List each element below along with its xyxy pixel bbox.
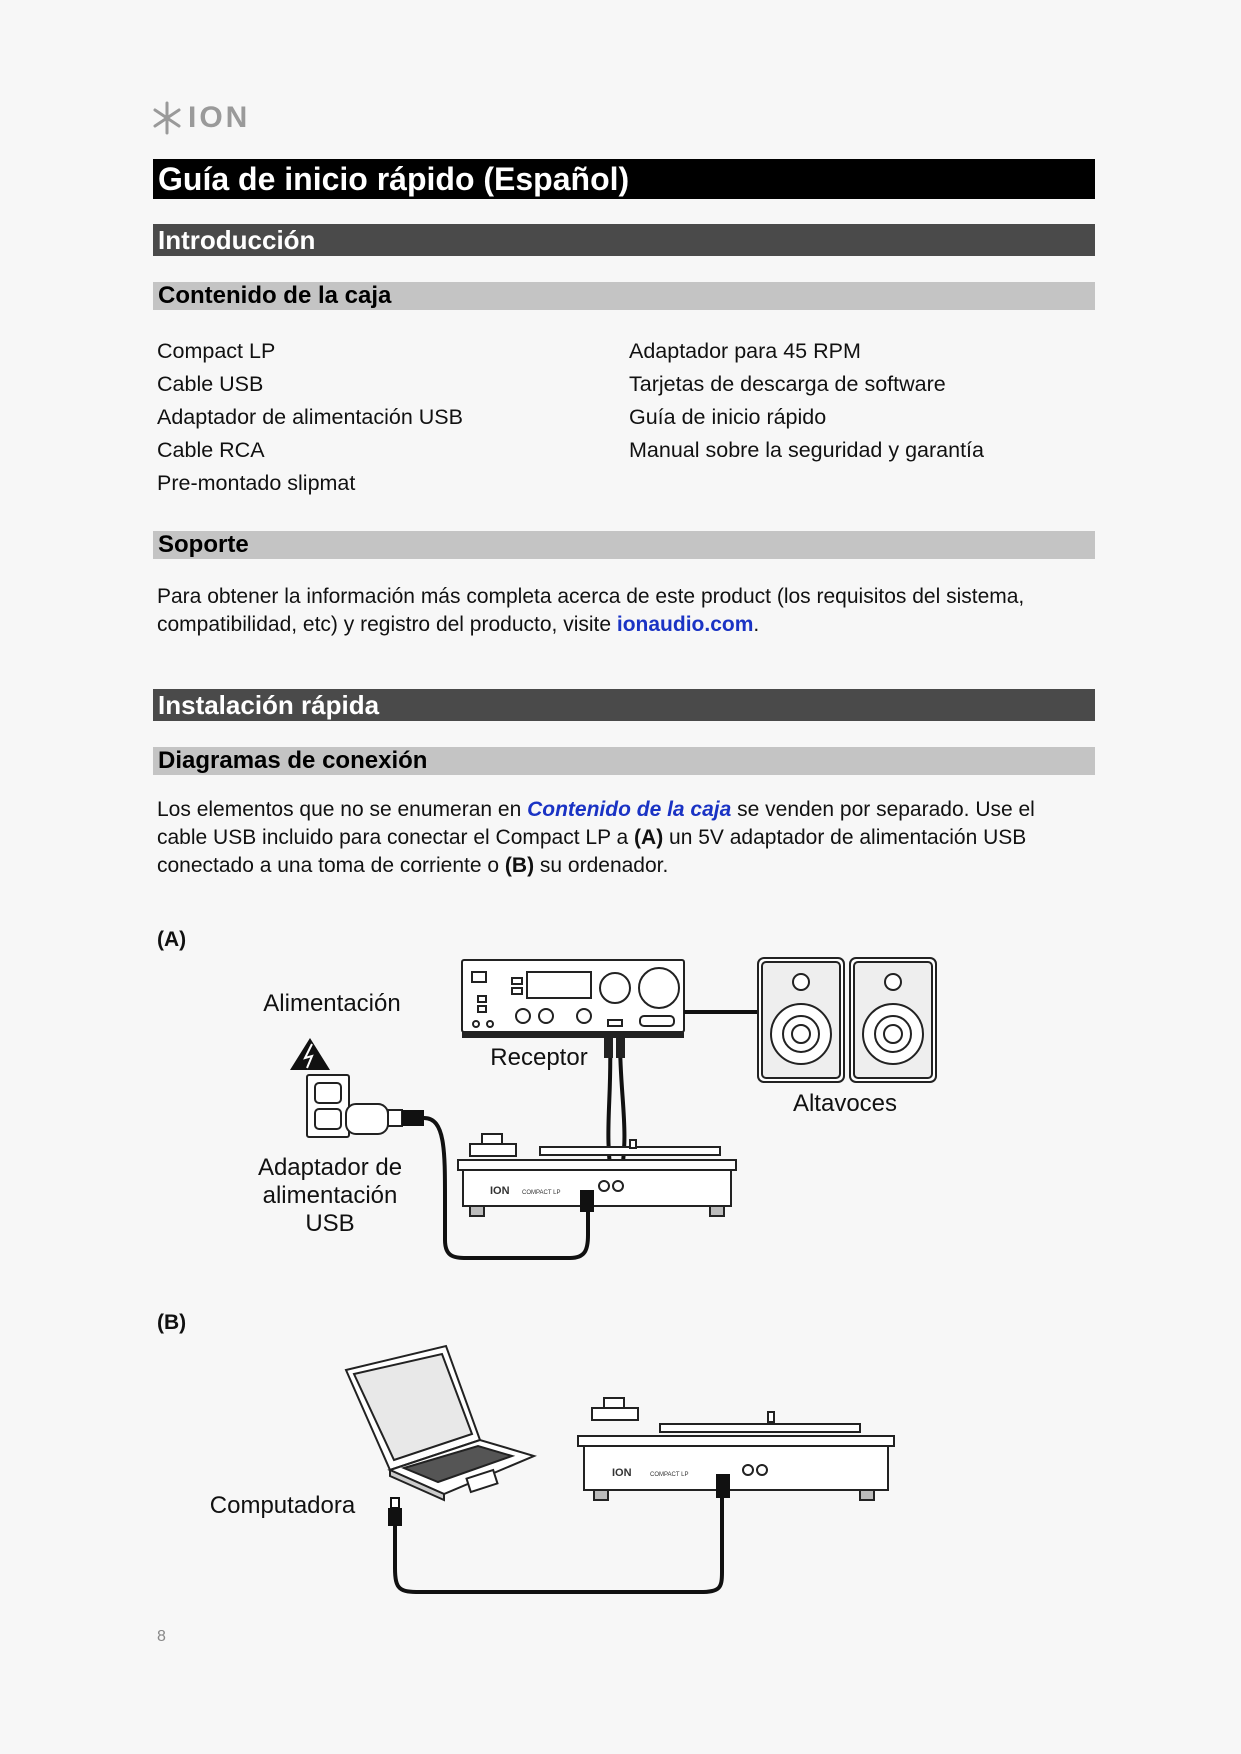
ref-b: (B) [504, 854, 535, 877]
section-support-heading: Soporte [153, 531, 1095, 559]
support-link[interactable]: ionaudio.com [616, 613, 754, 636]
turntable-a-brand: ION [490, 1185, 510, 1197]
box-contents-link[interactable]: Contenido de la caja [527, 798, 732, 821]
diagram-a-label: (A) [157, 928, 187, 951]
connection-text-3: un 5V adaptador de alimentación USB conectado a una toma de corriente o [157, 826, 1027, 877]
list-item: Cable RCA [157, 438, 265, 462]
usb-power-adapter [346, 1104, 424, 1134]
power-label: Alimentación [263, 990, 401, 1017]
turntable-b [578, 1398, 894, 1500]
connection-text-1: Los elementos que no se enumeran en [157, 798, 528, 821]
speaker-left [758, 958, 844, 1082]
list-item: Adaptador para 45 RPM [629, 339, 861, 363]
support-text: Para obtener la información más completa acerca de este product (los requisitos del sistema, compatibilidad, etc) y registro del producto, visite [157, 585, 1025, 636]
speakers-label: Altavoces [792, 1090, 898, 1117]
connection-text-4: su ordenador. [534, 854, 669, 877]
list-item: Manual sobre la seguridad y garantía [629, 438, 984, 462]
computer-label: Computadora [209, 1492, 356, 1519]
page-title: Guía de inicio rápido (Español) [153, 159, 1095, 199]
connection-text-2: se venden por separado. Use el cable USB incluido para conectar el Compact LP a [157, 798, 1035, 849]
support-text-end: . [753, 613, 760, 636]
turntable-b-brand: ION [612, 1467, 632, 1479]
ref-a: (A) [634, 826, 664, 849]
usb-plug-icon [388, 1508, 402, 1526]
speaker-right [850, 958, 936, 1082]
list-item: Pre-montado slipmat [157, 471, 356, 495]
laptop-icon [346, 1346, 534, 1500]
diagram-b-label: (B) [157, 1311, 187, 1334]
section-box-contents-heading: Contenido de la caja [153, 282, 1095, 310]
turntable-a [458, 1134, 736, 1216]
turntable-a-model: COMPACT LP [522, 1190, 561, 1196]
wall-outlet [307, 1075, 349, 1137]
list-item: Tarjetas de descarga de software [629, 372, 946, 396]
section-intro-heading: Introducción [153, 224, 1095, 256]
list-item: Compact LP [157, 339, 276, 363]
logo-text: ION [188, 101, 251, 134]
list-item: Guía de inicio rápido [629, 405, 827, 429]
receiver-unit [462, 960, 684, 1032]
page-number: 8 [157, 1628, 166, 1645]
list-item: Cable USB [157, 372, 264, 396]
section-quick-setup-heading: Instalación rápida [153, 689, 1095, 721]
turntable-b-model: COMPACT LP [650, 1472, 689, 1478]
section-connection-diagrams-heading: Diagramas de conexión [153, 747, 1095, 775]
receiver-label: Receptor [490, 1044, 588, 1071]
warning-icon [290, 1038, 330, 1070]
usb-adapter-label: Adaptador de alimentación USB [257, 1154, 403, 1237]
list-item: Adaptador de alimentación USB [157, 405, 463, 429]
